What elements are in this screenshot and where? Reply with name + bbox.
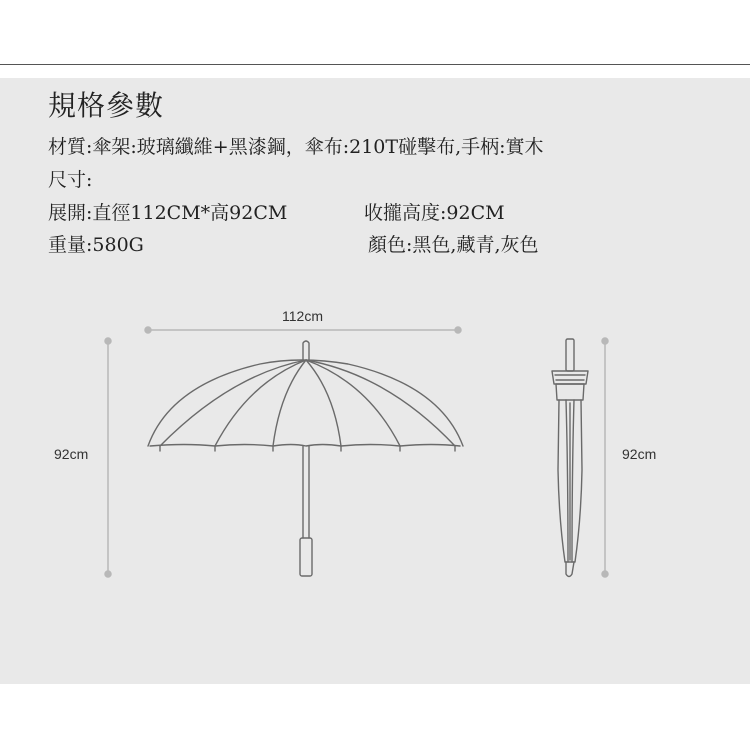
spec-size-label: 尺寸: — [48, 169, 93, 191]
page-title: 規格參數 — [48, 89, 165, 122]
spec-open-size: 展開:直徑112CM*高92CM — [48, 202, 288, 224]
open-umbrella-drawing — [148, 341, 463, 576]
right-height-dimension-line — [602, 338, 608, 577]
spec-colors: 顏色:黑色,藏青,灰色 — [368, 234, 539, 256]
spec-folded-height: 收攏高度:92CM — [364, 202, 505, 224]
spec-material: 材質:傘架:玻璃纖維+黑漆鋼，傘布:210T碰擊布,手柄:實木 — [48, 136, 544, 158]
left-height-dimension-line — [105, 338, 111, 577]
spec-weight: 重量:580G — [48, 234, 144, 256]
width-dimension-line — [145, 327, 461, 333]
right-height-dimension-label: 92cm — [622, 446, 657, 462]
width-dimension-label: 112cm — [282, 308, 323, 324]
folded-umbrella-drawing — [552, 339, 588, 577]
left-height-dimension-label: 92cm — [54, 446, 89, 462]
